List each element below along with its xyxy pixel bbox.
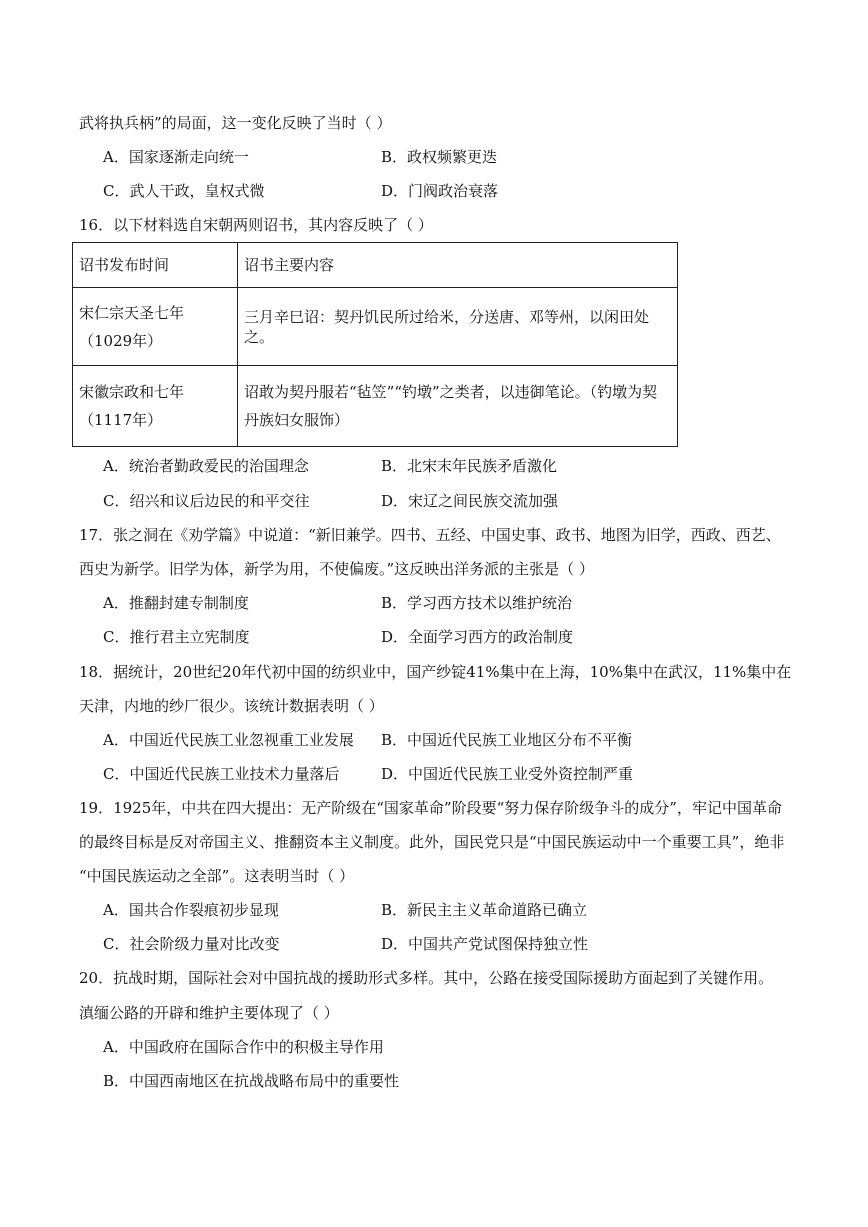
q15-option-c: C．武人干政，皇权式微 [103,182,265,200]
table-header-time: 诏书发布时间 [73,243,238,288]
q19-option-a: A．国共合作裂痕初步显现 [103,901,279,919]
table-header-content: 诏书主要内容 [238,243,678,288]
q15-stem-tail: 武将执兵柄”的局面，这一变化反映了当时（ ） [79,114,392,132]
table-cell-time: 宋仁宗天圣七年（1029年） [73,288,238,366]
q18-option-d: D．中国近代民族工业受外资控制严重 [381,765,634,783]
q16-stem: 16．以下材料选自宋朝两则诏书，其内容反映了（ ） [79,216,433,234]
table-row [73,288,678,366]
q18-option-a: A．中国近代民族工业忽视重工业发展 [103,731,354,749]
q18-option-b: B．中国近代民族工业地区分布不平衡 [381,731,633,749]
q19-stem-line-3: “中国民族运动之全部”。这表明当时（ ） [79,867,355,885]
q16-option-a: A．统治者勤政爱民的治国理念 [103,457,309,475]
q15-option-b: B．政权频繁更迭 [381,148,498,166]
q17-stem-line-2: 西史为新学。旧学为体，新学为用，不使偏废。”这反映出洋务派的主张是（ ） [79,560,594,578]
q17-option-a: A．推翻封建专制制度 [103,594,249,612]
q19-option-d: D．中国共产党试图保持独立性 [381,935,589,953]
table-row [73,366,678,447]
table-cell-content: 诏敢为契丹服若“毡笠”“钓墩”之类者，以违御笔论。（钓墩为契丹族妇女服饰） [238,366,678,447]
q19-stem-line-2: 的最终目标是反对帝国主义、推翻资本主义制度。此外，国民党只是“中国民族运动中一个重要工具”，绝非 [79,833,785,851]
table-header-row [73,243,678,288]
q18-stem-line-1: 18．据统计，20世纪20年代初中国的纺织业中，国产纱锭41%集中在上海，10%集中在武汉，11%集中在 [79,663,792,681]
q18-stem-line-2: 天津，内地的纱厂很少。该统计数据表明（ ） [79,697,384,715]
q17-option-d: D．全面学习西方的政治制度 [381,628,574,646]
q16-option-c: C．绍兴和议后边民的和平交往 [103,492,310,510]
q16-edict-table [72,242,678,447]
q20-stem-line-2: 滇缅公路的开辟和维护主要体现了（ ） [79,1004,339,1022]
q20-stem-line-1: 20．抗战时期，国际社会对中国抗战的援助形式多样。其中，公路在接受国际援助方面起到了关键作用。 [79,969,774,987]
q18-option-c: C．中国近代民族工业技术力量落后 [103,765,340,783]
q16-option-d: D．宋辽之间民族交流加强 [381,492,559,510]
q17-stem-line-1: 17．张之洞在《劝学篇》中说道：“新旧兼学。四书、五经、中国史事、政书、地图为旧学，西政、西艺、 [79,526,781,544]
q20-option-b: B．中国西南地区在抗战战略布局中的重要性 [103,1072,400,1090]
q15-option-d: D．门阀政治衰落 [381,182,499,200]
q16-option-b: B．北宋末年民族矛盾激化 [381,457,558,475]
table-cell-content: 三月辛巳诏：契丹饥民所过给米，分送唐、邓等州，以闲田处之。 [238,288,678,366]
table-cell-time: 宋徽宗政和七年（1117年） [73,366,238,447]
q17-option-c: C．推行君主立宪制度 [103,628,250,646]
q15-option-a: A．国家逐渐走向统一 [103,148,249,166]
q19-stem-line-1: 19．1925年，中共在四大提出：无产阶级在“国家革命”阶段要“努力保存阶级争斗的成分”，牢记中国革命 [79,799,782,817]
q19-option-c: C．社会阶级力量对比改变 [103,935,280,953]
q17-option-b: B．学习西方技术以维护统治 [381,594,573,612]
q20-option-a: A．中国政府在国际合作中的积极主导作用 [103,1038,384,1056]
q19-option-b: B．新民主主义革命道路已确立 [381,901,588,919]
